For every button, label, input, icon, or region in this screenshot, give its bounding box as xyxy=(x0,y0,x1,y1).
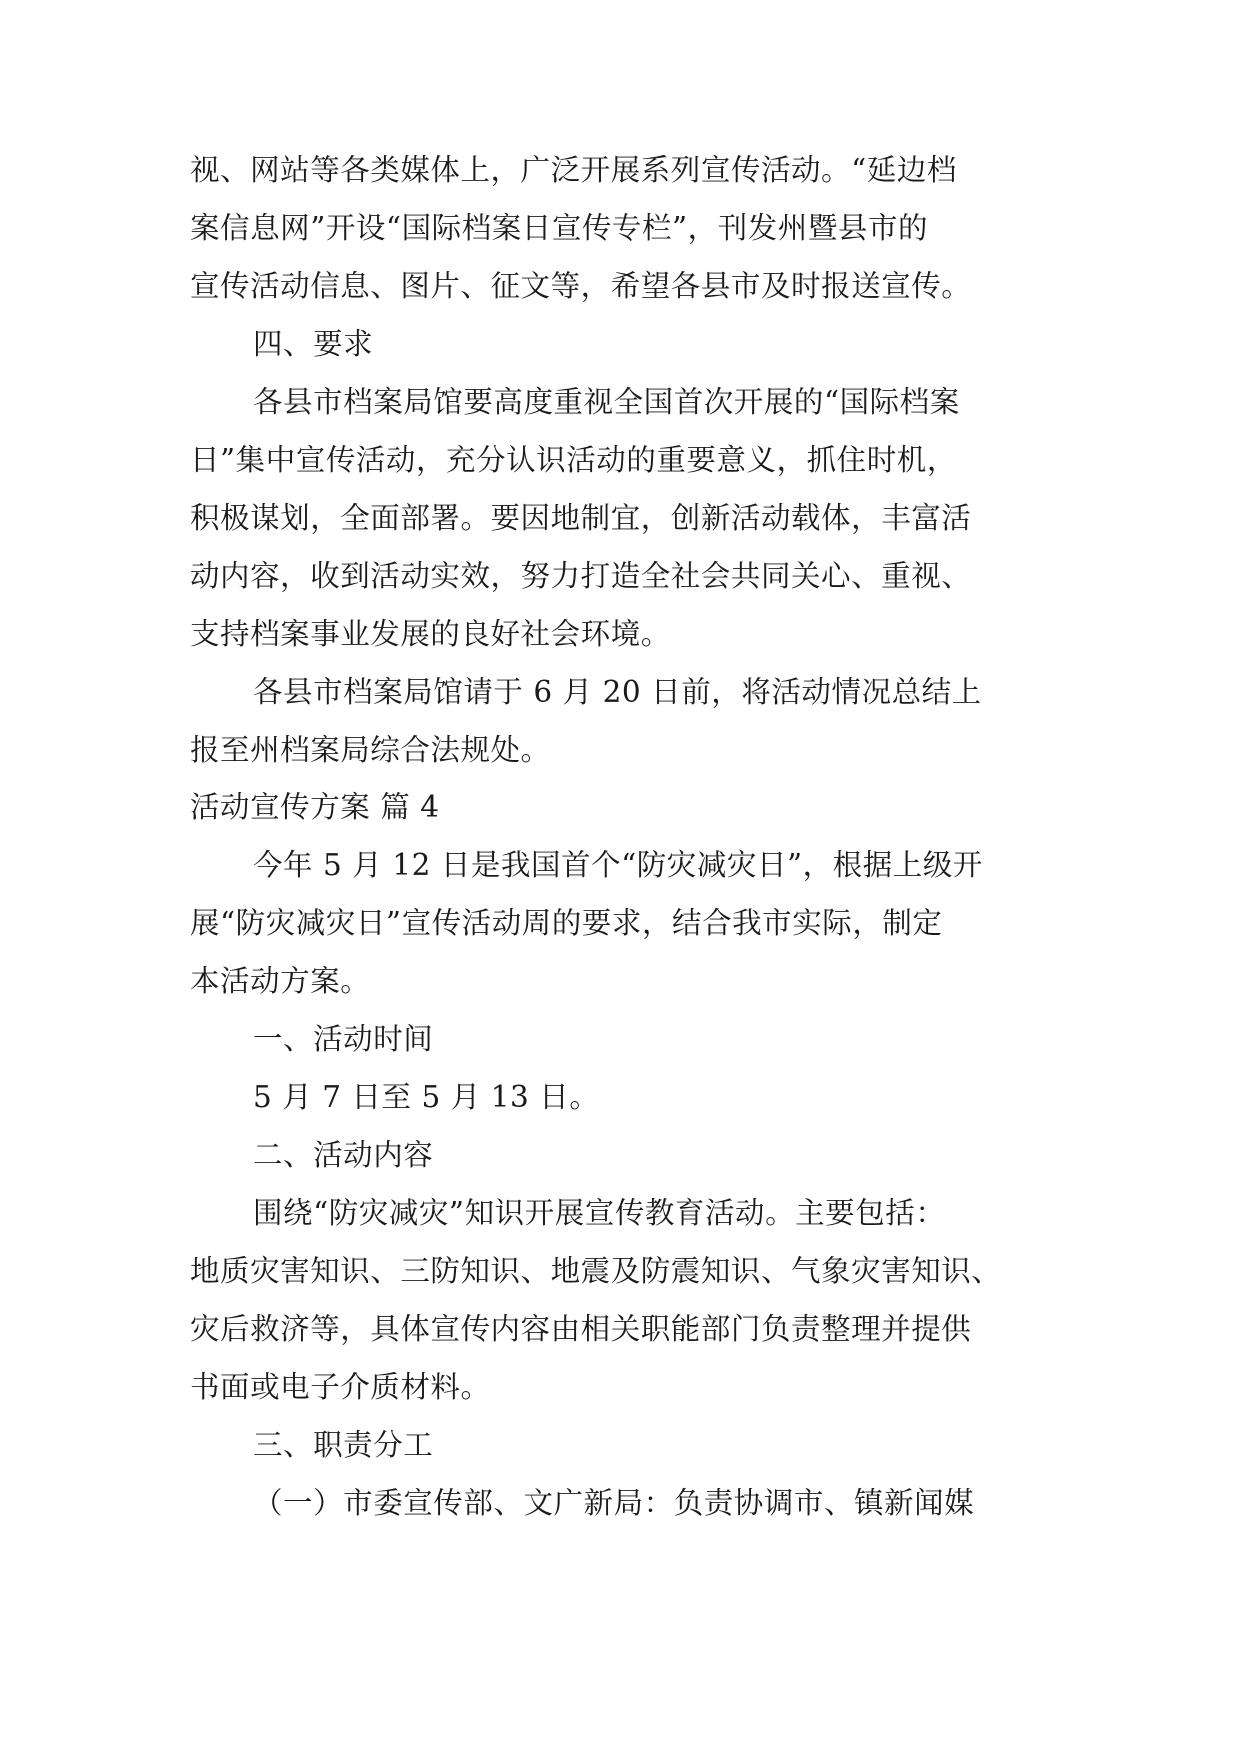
paragraph-line: 展“防灾减灾日”宣传活动周的要求，结合我市实际，制定 xyxy=(190,906,943,940)
paragraph-line: 积极谋划，全面部署。要因地制宜，创新活动载体，丰富活 xyxy=(190,501,972,535)
paragraph-line: 今年 5 月 12 日是我国首个“防灾减灾日”，根据上级开 xyxy=(253,848,983,882)
paragraph-line: （一）市委宣传部、文广新局：负责协调市、镇新闻媒 xyxy=(253,1486,975,1520)
paragraph-line: 灾后救济等，具体宣传内容由相关职能部门负责整理并提供 xyxy=(190,1312,972,1346)
section-heading: 四、要求 xyxy=(253,327,374,361)
paragraph-line: 日”集中宣传活动，充分认识活动的重要意义，抓住时机， xyxy=(190,443,957,477)
paragraph-line: 地质灾害知识、三防知识、地震及防震知识、气象灾害知识、 xyxy=(190,1254,1002,1288)
paragraph-line: 5 月 7 日至 5 月 13 日。 xyxy=(253,1080,600,1114)
paragraph-line: 报至州档案局综合法规处。 xyxy=(190,733,551,767)
paragraph-line: 动内容，收到活动实效，努力打造全社会共同关心、重视、 xyxy=(190,559,972,593)
paragraph-line: 案信息网”开设“国际档案日宣传专栏”，刊发州暨县市的 xyxy=(190,211,929,245)
paragraph-line: 书面或电子介质材料。 xyxy=(190,1370,491,1404)
section-heading: 三、职责分工 xyxy=(253,1428,434,1462)
article-title: 活动宣传方案 篇 4 xyxy=(190,790,440,824)
paragraph-line: 围绕“防灾减灾”知识开展宣传教育活动。主要包括： xyxy=(253,1196,946,1230)
paragraph-line: 各县市档案局馆要高度重视全国首次开展的“国际档案 xyxy=(253,385,960,419)
paragraph-line: 本活动方案。 xyxy=(190,964,371,998)
section-heading: 一、活动时间 xyxy=(253,1022,434,1056)
paragraph-line: 支持档案事业发展的良好社会环境。 xyxy=(190,617,671,651)
paragraph-line: 宣传活动信息、图片、征文等，希望各县市及时报送宣传。 xyxy=(190,269,972,303)
paragraph-line: 视、网站等各类媒体上，广泛开展系列宣传活动。“延边档 xyxy=(190,153,957,187)
section-heading: 二、活动内容 xyxy=(253,1138,434,1172)
paragraph-line: 各县市档案局馆请于 6 月 20 日前，将活动情况总结上 xyxy=(253,675,982,709)
